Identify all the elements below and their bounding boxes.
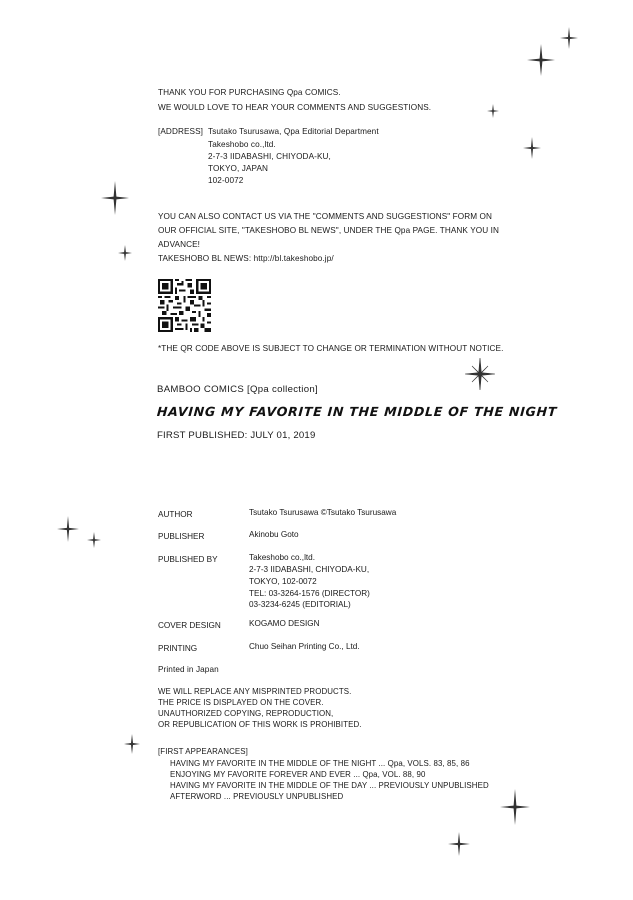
address-label: [ADDRESS] — [158, 127, 204, 136]
notice-line: UNAUTHORIZED COPYING, REPRODUCTION, — [158, 709, 334, 718]
sparkle-icon — [101, 181, 129, 215]
series-name: BAMBOO COMICS [Qpa collection] — [157, 384, 318, 395]
qr-code-icon[interactable] — [158, 279, 211, 332]
published-by-line: 03-3234-6245 (EDITORIAL) — [249, 600, 351, 609]
address-line: Tsutako Tsurusawa, Qpa Editorial Department — [208, 127, 379, 136]
published-by-label: PUBLISHED BY — [158, 555, 218, 564]
sparkle-icon — [118, 245, 132, 261]
qr-note: *THE QR CODE ABOVE IS SUBJECT TO CHANGE OR TERMINATION WITHOUT NOTICE. — [158, 344, 504, 353]
publisher-value: Akinobu Goto — [249, 530, 299, 539]
first-published: FIRST PUBLISHED: JULY 01, 2019 — [157, 430, 316, 441]
book-title: HAVING MY FAVORITE IN THE MIDDLE OF THE NIGHT — [156, 404, 558, 419]
address-line: 2-7-3 IIDABASHI, CHIYODA-KU, — [208, 152, 331, 161]
website-link[interactable]: TAKESHOBO BL NEWS: http://bl.takeshobo.jp/ — [158, 254, 334, 263]
address-line: 102-0072 — [208, 176, 244, 185]
published-by-line: 2-7-3 IIDABASHI, CHIYODA-KU, — [249, 565, 370, 574]
sparkle-icon — [87, 532, 101, 548]
notice-line: THE PRICE IS DISPLAYED ON THE COVER. — [158, 698, 324, 707]
sparkle-icon — [448, 832, 470, 856]
sparkle-icon — [465, 358, 495, 390]
printed-in: Printed in Japan — [158, 665, 219, 674]
first-appearance-item: ENJOYING MY FAVORITE FOREVER AND EVER ... Qpa, VOL. 88, 90 — [170, 770, 426, 779]
intro-line: THANK YOU FOR PURCHASING Qpa COMICS. — [158, 88, 341, 97]
cover-design-value: KOGAMO DESIGN — [249, 619, 320, 628]
sparkle-icon — [560, 27, 578, 49]
sparkle-icon — [57, 516, 79, 542]
first-appearance-item: HAVING MY FAVORITE IN THE MIDDLE OF THE DAY ... PREVIOUSLY UNPUBLISHED — [170, 781, 489, 790]
intro-line: WE WOULD LOVE TO HEAR YOUR COMMENTS AND SUGGESTIONS. — [158, 103, 432, 112]
published-by-line: Takeshobo co.,ltd. — [249, 553, 315, 562]
first-appearances-heading: [FIRST APPEARANCES] — [158, 747, 248, 756]
notice-line: OR REPUBLICATION OF THIS WORK IS PROHIBITED. — [158, 720, 362, 729]
cover-design-label: COVER DESIGN — [158, 621, 221, 630]
printing-value: Chuo Seihan Printing Co., Ltd. — [249, 642, 360, 651]
first-appearance-item: AFTERWORD ... PREVIOUSLY UNPUBLISHED — [170, 792, 344, 801]
printing-label: PRINTING — [158, 644, 198, 653]
contact-line: ADVANCE! — [158, 240, 201, 249]
notice-line: WE WILL REPLACE ANY MISPRINTED PRODUCTS. — [158, 687, 352, 696]
sparkle-icon — [500, 789, 530, 825]
contact-line: OUR OFFICIAL SITE, "TAKESHOBO BL NEWS", UNDER THE Qpa PAGE. THANK YOU IN — [158, 226, 500, 235]
publisher-label: PUBLISHER — [158, 532, 205, 541]
address-line: Takeshobo co.,ltd. — [208, 140, 276, 149]
published-by-line: TEL: 03-3264-1576 (DIRECTOR) — [249, 589, 370, 598]
sparkle-icon — [527, 44, 555, 76]
published-by-line: TOKYO, 102-0072 — [249, 577, 317, 586]
sparkle-icon — [487, 104, 499, 118]
contact-line: YOU CAN ALSO CONTACT US VIA THE "COMMENTS AND SUGGESTIONS" FORM ON — [158, 212, 493, 221]
address-line: TOKYO, JAPAN — [208, 164, 269, 173]
author-value: Tsutako Tsurusawa ©Tsutako Tsurusawa — [249, 508, 397, 517]
first-appearance-item: HAVING MY FAVORITE IN THE MIDDLE OF THE NIGHT ... Qpa, VOLS. 83, 85, 86 — [170, 759, 470, 768]
sparkle-icon — [124, 734, 140, 754]
sparkle-icon — [523, 137, 541, 159]
author-label: AUTHOR — [158, 510, 193, 519]
